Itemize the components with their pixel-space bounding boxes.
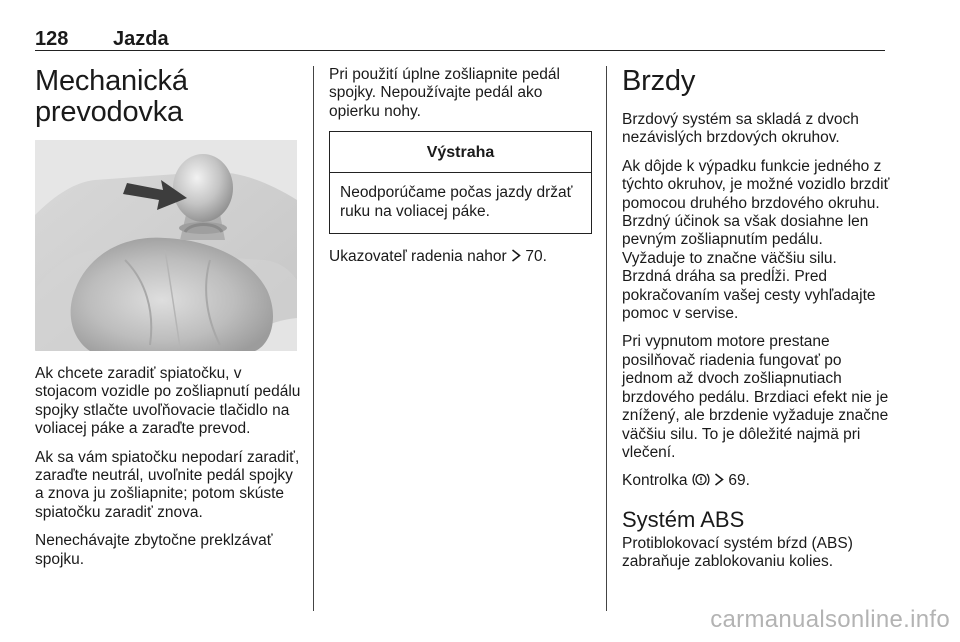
- left-column: [35, 66, 300, 128]
- paragraph: Pri vypnutom motore prestane posilňovač riadenia fungovať po jednom až dvoch zošliapnutiach brzdového pedálu. Brzdiaci efekt nie je znížený, ale brzdenie vyžaduje značne väčšiu silu. To je dôležité najmä pri vlečení.: [622, 333, 889, 461]
- left-text: [35, 365, 303, 579]
- shift-indicator-reference: [329, 248, 592, 266]
- page-header: [35, 28, 885, 50]
- column-divider-1: [313, 66, 314, 611]
- ref-text: Ukazovateľ radenia nahor: [329, 248, 507, 266]
- heading-manual-gearbox: Mechanická prevodovka: [35, 65, 188, 128]
- warning-box: [329, 131, 592, 234]
- reference-arrow-icon: [714, 472, 728, 489]
- paragraph: Nenechávajte zbytočne preklzávať spojku.: [35, 532, 273, 568]
- warning-title: Výstraha: [330, 132, 591, 173]
- paragraph: Ak chcete zaradiť spiatočku, v stojacom vozidle po zošliapnutí pedálu spojky stlačte uvoľňovacie tlačidlo na voliacej páke a zaraďte prevod.: [35, 365, 301, 438]
- indicator-page: 69.: [728, 472, 750, 490]
- warning-text: Neodporúčame počas jazdy držať ruku na voliacej páke.: [340, 184, 573, 220]
- brake-indicator-reference: [622, 472, 890, 490]
- paragraph: Ak sa vám spiatočku nepodarí zaradiť, zaraďte neutrál, uvoľnite pedál spojky a znova ju zošliapnite; potom skúste spiatočku zaradiť znova.: [35, 448, 300, 521]
- heading-abs: Systém ABS: [622, 506, 745, 532]
- reference-arrow-icon: [511, 248, 525, 265]
- paragraph: Ak dôjde k výpadku funkcie jedného z týchto okruhov, je možné vozidlo brzdiť pomocou druhého brzdového okruhu. Brzdný účinok sa však dosiahne len pevným zošliapnutím pedálu. Vyžaduje to značne väčšiu silu. Brzdná dráha sa predĺži. Pred pokračovaním vašej cesty vyhľadajte pomoc v servise.: [622, 157, 890, 323]
- header-divider: [35, 50, 885, 51]
- ref-page: 70.: [525, 248, 547, 266]
- watermark: carmanualsonline.info: [710, 606, 950, 633]
- brake-warning-icon: [692, 472, 714, 489]
- paragraph: Brzdový systém sa skladá z dvoch nezávislých brzdových okruhov.: [622, 111, 859, 147]
- indicator-text: Kontrolka: [622, 472, 688, 490]
- section-title: Jazda: [113, 28, 169, 50]
- page-number: 128: [35, 28, 69, 50]
- column-divider-2: [606, 66, 607, 611]
- paragraph: Protiblokovací systém bŕzd (ABS) zabraňuje zablokovaniu kolies.: [622, 534, 853, 571]
- heading-brakes: Brzdy: [622, 65, 696, 97]
- clutch-paragraph: Pri použití úplne zošliapnite pedál spojky. Nepoužívajte pedál ako opierku nohy.: [329, 66, 560, 120]
- middle-column: [329, 66, 592, 276]
- right-column: [622, 66, 890, 582]
- gear-lever-illustration: [35, 140, 297, 351]
